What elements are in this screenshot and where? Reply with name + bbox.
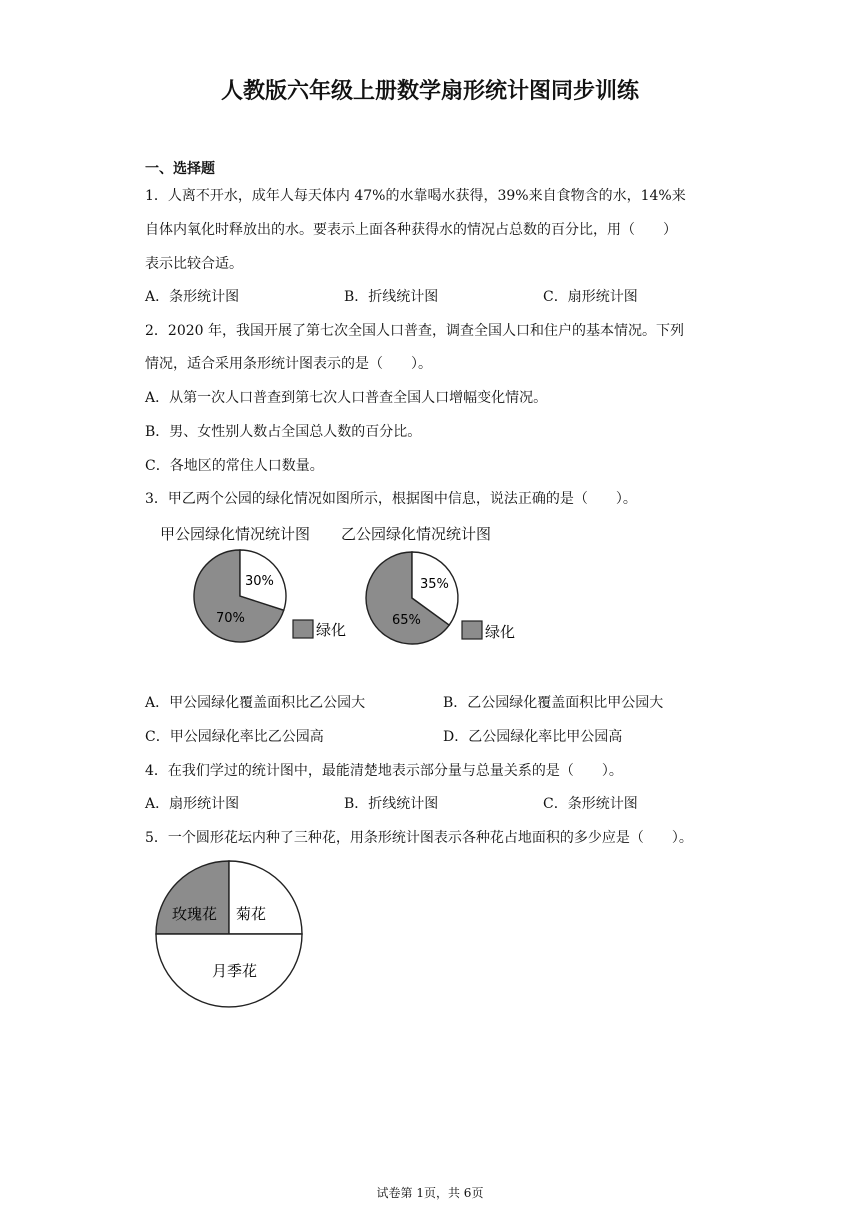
chrysanthemum-label: 菊花 bbox=[236, 905, 267, 923]
chart-jia-title: 甲公园绿化情况统计图 bbox=[160, 525, 311, 543]
q4-line-1: 4．在我们学过的统计图中，最能清楚地表示部分量与总量关系的是（ ）。 bbox=[145, 763, 623, 779]
q2-option-c[interactable]: C．各地区的常住人口数量。 bbox=[145, 458, 324, 474]
q3-option-d[interactable]: D．乙公园绿化率比甲公园高 bbox=[443, 729, 623, 745]
q1-line-2: 自体内氧化时释放出的水。要表示上面各种获得水的情况占总数的百分比，用（ ） bbox=[145, 222, 677, 238]
rose-sector bbox=[156, 861, 229, 934]
chart-yi-title: 乙公园绿化情况统计图 bbox=[341, 525, 492, 543]
flower-bed-figure bbox=[150, 856, 308, 1014]
q1-line-3: 表示比较合适。 bbox=[145, 256, 243, 272]
chart-jia-other-label: 30% bbox=[245, 574, 274, 589]
q2-option-a[interactable]: A．从第一次人口普查到第七次人口普查全国人口增幅变化情况。 bbox=[145, 390, 548, 406]
chart-jia bbox=[186, 546, 356, 646]
q4-option-a[interactable]: A．扇形统计图 bbox=[145, 796, 240, 812]
q2-line-1: 2．2020 年，我国开展了第七次全国人口普查，调查全国人口和住户的基本情况。下列 bbox=[145, 323, 684, 339]
china-rose-label: 月季花 bbox=[212, 962, 258, 980]
q5-line-1: 5．一个圆形花坛内种了三种花，用条形统计图表示各种花占地面积的多少应是（ ）。 bbox=[145, 830, 693, 846]
q3-option-c[interactable]: C．甲公园绿化率比乙公园高 bbox=[145, 729, 324, 745]
q4-option-c[interactable]: C．条形统计图 bbox=[543, 796, 638, 812]
chart-yi-green-label: 65% bbox=[392, 613, 421, 628]
q3-option-b[interactable]: B．乙公园绿化覆盖面积比甲公园大 bbox=[443, 695, 664, 711]
chart-yi-legend-swatch bbox=[462, 621, 482, 639]
q2-line-2: 情况，适合采用条形统计图表示的是（ ）。 bbox=[145, 356, 432, 372]
q1-line-1: 1．人离不开水，成年人每天体内 47%的水靠喝水获得，39%来自食物含的水，14%来 bbox=[145, 188, 686, 204]
chrysanthemum-sector bbox=[229, 861, 302, 934]
q1-option-c[interactable]: C．扇形统计图 bbox=[543, 289, 638, 305]
q3-line-1: 3．甲乙两个公园的绿化情况如图所示，根据图中信息，说法正确的是（ ）。 bbox=[145, 491, 637, 507]
q1-option-a[interactable]: A．条形统计图 bbox=[145, 289, 240, 305]
chart-jia-green-label: 70% bbox=[216, 611, 245, 626]
chart-yi-other-label: 35% bbox=[420, 577, 449, 592]
chart-jia-legend-swatch bbox=[293, 620, 313, 638]
chart-yi bbox=[360, 546, 530, 646]
q2-option-b[interactable]: B．男、女性别人数占全国总人数的百分比。 bbox=[145, 424, 422, 440]
q3-option-a[interactable]: A．甲公园绿化覆盖面积比乙公园大 bbox=[145, 695, 366, 711]
q1-option-b[interactable]: B．折线统计图 bbox=[344, 289, 439, 305]
page-title: 人教版六年级上册数学扇形统计图同步训练 bbox=[220, 79, 639, 104]
rose-label: 玫瑰花 bbox=[172, 905, 218, 923]
chart-yi-legend-label: 绿化 bbox=[485, 623, 516, 641]
section-title: 一、选择题 bbox=[145, 161, 215, 177]
page-footer: 试卷第 1页，共 6页 bbox=[376, 1186, 484, 1200]
chart-jia-legend-label: 绿化 bbox=[316, 621, 347, 639]
q4-option-b[interactable]: B．折线统计图 bbox=[344, 796, 439, 812]
